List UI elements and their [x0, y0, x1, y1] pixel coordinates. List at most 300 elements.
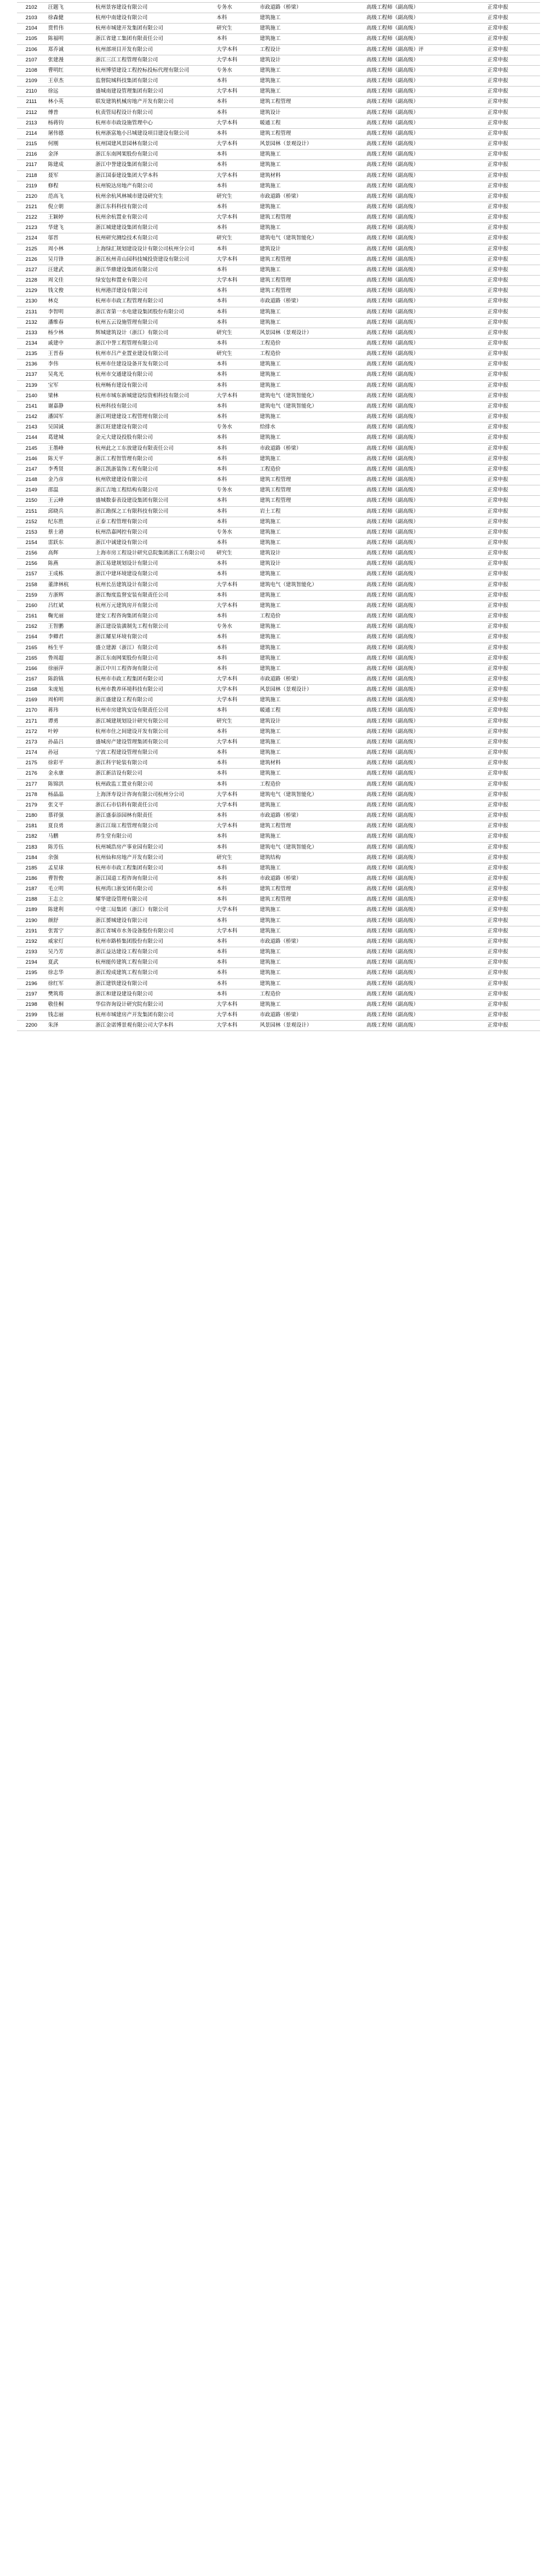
table-row	[17, 286, 540, 296]
cell-organization: 浙江中诚建设有限公司	[93, 537, 214, 548]
cell-organization: 杭州长岳建筑设计有限公司	[93, 580, 214, 590]
cell-qualification-grade: 正常申报	[485, 76, 540, 87]
cell-personnel-type: 本科	[214, 464, 257, 474]
cell-organization: 杭州城浩房产事业园有限公司	[93, 842, 214, 852]
table-row	[17, 716, 540, 726]
cell-qualification-title: 高级工程师（副高级）	[364, 223, 485, 233]
cell-person-name: 王晋春	[46, 349, 94, 359]
cell-organization: 浙江建铁建设有限公司	[93, 978, 214, 989]
cell-qualification-title: 高级工程师（副高级）	[364, 317, 485, 328]
cell-qualification-title: 高级工程师（副高级）	[364, 87, 485, 97]
table-row	[17, 821, 540, 832]
cell-person-name: 夏良勇	[46, 821, 94, 832]
cell-qualification-title: 高级工程师（副高级）	[364, 548, 485, 559]
cell-qualification-grade: 正常申报	[485, 936, 540, 947]
table-row	[17, 191, 540, 202]
cell-personnel-type: 大学本科	[214, 391, 257, 401]
cell-organization: 杭州市教养环境科技有限公司	[93, 685, 214, 695]
cell-sequence: 2125	[17, 244, 46, 254]
cell-person-name: 倪立朝	[46, 202, 94, 212]
cell-qualification-grade: 正常申报	[485, 852, 540, 863]
table-row	[17, 517, 540, 527]
cell-personnel-type: 大学本科	[214, 1021, 257, 1031]
table-row	[17, 999, 540, 1010]
cell-personnel-type: 大学本科	[214, 87, 257, 97]
cell-sequence: 2171	[17, 716, 46, 726]
table-row	[17, 496, 540, 506]
table-row	[17, 65, 540, 76]
cell-qualification-grade: 正常申报	[485, 181, 540, 191]
cell-sequence: 2175	[17, 758, 46, 769]
cell-organization: 杭州市市政工程管理有限公司	[93, 296, 214, 307]
cell-personnel-type: 本科	[214, 978, 257, 989]
cell-sequence: 2166	[17, 663, 46, 674]
cell-qualification-title: 高级工程师（副高级）	[364, 328, 485, 338]
cell-qualification-title: 高级工程师（副高级）	[364, 1021, 485, 1031]
cell-qualification-title: 高级工程师（副高级）	[364, 643, 485, 653]
cell-qualification-grade: 正常申报	[485, 170, 540, 181]
cell-sequence: 2149	[17, 485, 46, 496]
table-row	[17, 905, 540, 915]
cell-declared-major: 工程造价	[257, 611, 364, 622]
table-row	[17, 968, 540, 978]
cell-sequence: 2157	[17, 569, 46, 580]
cell-declared-major: 建筑电气（建筑智能化）	[257, 401, 364, 411]
cell-qualification-title: 高级工程师（副高级）	[364, 422, 485, 433]
cell-organization: 浙江新洁设有限公司	[93, 769, 214, 779]
cell-sequence: 2194	[17, 958, 46, 968]
cell-organization: 金元大建设投股有限公司	[93, 433, 214, 443]
table-row	[17, 600, 540, 611]
cell-organization: 浙江煌成建筑工程有限公司	[93, 968, 214, 978]
cell-declared-major: 建筑材料	[257, 758, 364, 769]
cell-organization: 浙江东南网架股份有限公司	[93, 653, 214, 663]
cell-personnel-type: 本科	[214, 590, 257, 600]
cell-declared-major: 建筑施工	[257, 653, 364, 663]
cell-organization: 浙江盛泰添园林有限责任	[93, 811, 214, 821]
cell-personnel-type: 本科	[214, 643, 257, 653]
cell-qualification-grade: 正常申报	[485, 758, 540, 769]
table-row	[17, 1021, 540, 1031]
cell-declared-major: 风景园林（景观设计）	[257, 1021, 364, 1031]
table-row	[17, 527, 540, 537]
cell-organization: 杭州万元建筑房开有限公司	[93, 600, 214, 611]
cell-personnel-type: 大学本科	[214, 789, 257, 800]
cell-declared-major: 建筑施工	[257, 150, 364, 160]
cell-organization: 杭州市市政工程集团有限公司	[93, 863, 214, 873]
cell-personnel-type: 大学本科	[214, 55, 257, 65]
cell-sequence: 2173	[17, 737, 46, 747]
table-row	[17, 978, 540, 989]
table-row	[17, 3, 540, 13]
cell-qualification-grade: 正常申报	[485, 65, 540, 76]
cell-person-name: 李卿君	[46, 632, 94, 643]
cell-organization: 正泰工程管理有限公司	[93, 517, 214, 527]
cell-person-name: 陈韵镇	[46, 674, 94, 685]
cell-declared-major: 建筑工程管理	[257, 821, 364, 832]
cell-person-name: 邬晋	[46, 233, 94, 244]
cell-declared-major: 建筑施工	[257, 517, 364, 527]
cell-person-name: 雷跃东	[46, 537, 94, 548]
cell-organization: 浙江勘探之工有限科技有限公司	[93, 506, 214, 517]
cell-declared-major: 建筑施工	[257, 663, 364, 674]
cell-qualification-grade: 正常申报	[485, 307, 540, 317]
table-row	[17, 422, 540, 433]
cell-declared-major: 市政道路（桥梁）	[257, 3, 364, 13]
table-row	[17, 181, 540, 191]
roster-table	[17, 2, 540, 1031]
cell-person-name: 梁林	[46, 391, 94, 401]
cell-sequence: 2102	[17, 3, 46, 13]
cell-person-name: 曹明红	[46, 65, 94, 76]
table-row	[17, 873, 540, 884]
cell-personnel-type: 研究生	[214, 328, 257, 338]
cell-qualification-title: 高级工程师（副高级）	[364, 580, 485, 590]
cell-sequence: 2180	[17, 811, 46, 821]
cell-sequence: 2105	[17, 34, 46, 44]
cell-declared-major: 建筑施工	[257, 181, 364, 191]
cell-declared-major: 建筑设计	[257, 548, 364, 559]
cell-person-name: 徐彩平	[46, 758, 94, 769]
table-row	[17, 464, 540, 474]
cell-organization: 杭州市住建设设备开发有限公司	[93, 359, 214, 370]
cell-sequence: 2165	[17, 653, 46, 663]
cell-organization: 杭州科技有限公司	[93, 401, 214, 411]
table-row	[17, 254, 540, 265]
cell-sequence: 2188	[17, 895, 46, 905]
cell-person-name: 吴国诚	[46, 422, 94, 433]
table-row	[17, 380, 540, 391]
cell-sequence: 2114	[17, 128, 46, 139]
cell-declared-major: 建筑施工	[257, 160, 364, 170]
cell-declared-major: 建筑施工	[257, 863, 364, 873]
cell-declared-major: 建筑施工	[257, 24, 364, 34]
cell-person-name: 陈芳伍	[46, 842, 94, 852]
cell-declared-major: 市政道路（桥梁）	[257, 873, 364, 884]
cell-qualification-grade: 正常申报	[485, 537, 540, 548]
cell-organization: 杭州市市政设施管理中心	[93, 118, 214, 128]
cell-qualification-title: 高级工程师（副高级）	[364, 748, 485, 758]
cell-declared-major: 建筑施工	[257, 527, 364, 537]
table-row	[17, 44, 540, 55]
cell-qualification-title: 高级工程师（副高级）	[364, 150, 485, 160]
cell-qualification-grade: 正常申报	[485, 276, 540, 286]
cell-sequence: 2196	[17, 978, 46, 989]
table-row	[17, 412, 540, 422]
cell-personnel-type: 本科	[214, 706, 257, 716]
cell-declared-major: 建筑材料	[257, 170, 364, 181]
cell-person-name: 周柏明	[46, 695, 94, 706]
cell-qualification-title: 高级工程师（副高级）	[364, 517, 485, 527]
cell-organization: 盛城房产建设管理集团有限公司	[93, 737, 214, 747]
cell-person-name: 金乃彦	[46, 475, 94, 485]
table-row	[17, 370, 540, 380]
cell-organization: 浙江省城市水务设备股份有限公司	[93, 926, 214, 936]
cell-qualification-grade: 正常申报	[485, 706, 540, 716]
cell-person-name: 周文佳	[46, 276, 94, 286]
cell-qualification-title: 高级工程师（副高级）	[364, 926, 485, 936]
cell-qualification-grade: 正常申报	[485, 863, 540, 873]
cell-person-name: 王云峰	[46, 496, 94, 506]
cell-sequence: 2106	[17, 44, 46, 55]
cell-organization: 杭州能传建筑工程有限公司	[93, 958, 214, 968]
cell-sequence: 2130	[17, 296, 46, 307]
table-row	[17, 443, 540, 454]
cell-sequence: 2191	[17, 926, 46, 936]
cell-sequence: 2116	[17, 150, 46, 160]
cell-person-name: 王颖婷	[46, 213, 94, 223]
cell-declared-major: 建筑施工	[257, 380, 364, 391]
cell-declared-major: 建筑施工	[257, 643, 364, 653]
table-row	[17, 244, 540, 254]
cell-personnel-type: 大学本科	[214, 905, 257, 915]
table-row	[17, 223, 540, 233]
cell-qualification-title: 高级工程师（副高级）	[364, 65, 485, 76]
cell-person-name: 张文平	[46, 800, 94, 810]
cell-qualification-grade: 正常申报	[485, 873, 540, 884]
table-row	[17, 685, 540, 695]
cell-sequence: 2182	[17, 832, 46, 842]
cell-personnel-type: 本科	[214, 915, 257, 926]
table-row	[17, 559, 540, 569]
cell-person-name: 颜舒	[46, 915, 94, 926]
cell-qualification-title: 高级工程师（副高级）	[364, 832, 485, 842]
cell-personnel-type: 本科	[214, 454, 257, 464]
cell-declared-major: 建筑施工	[257, 307, 364, 317]
cell-declared-major: 工程造价	[257, 464, 364, 474]
cell-qualification-title: 高级工程师（副高级）	[364, 160, 485, 170]
cell-personnel-type: 本科	[214, 726, 257, 737]
cell-sequence: 2122	[17, 213, 46, 223]
table-row	[17, 307, 540, 317]
cell-qualification-grade: 正常申报	[485, 968, 540, 978]
cell-declared-major: 风景园林（景观设计）	[257, 685, 364, 695]
cell-organization: 杭州中南建设有限公司	[93, 13, 214, 24]
cell-qualification-grade: 正常申报	[485, 769, 540, 779]
table-row	[17, 958, 540, 968]
cell-sequence: 2127	[17, 265, 46, 275]
cell-qualification-title: 高级工程师（副高级）	[364, 999, 485, 1010]
cell-personnel-type: 大学本科	[214, 695, 257, 706]
cell-declared-major: 建筑施工	[257, 34, 364, 44]
cell-organization: 杭州仙和房地产开发有限公司	[93, 852, 214, 863]
cell-qualification-grade: 正常申报	[485, 97, 540, 107]
cell-declared-major: 建筑设计	[257, 716, 364, 726]
cell-qualification-title: 高级工程师（副高级）	[364, 213, 485, 223]
cell-person-name: 屠伟德	[46, 128, 94, 139]
cell-qualification-grade: 正常申报	[485, 632, 540, 643]
cell-personnel-type: 本科	[214, 76, 257, 87]
cell-organization: 浙江中誉工程管理有限公司	[93, 339, 214, 349]
cell-declared-major: 建筑施工	[257, 622, 364, 632]
cell-person-name: 杨少林	[46, 328, 94, 338]
cell-organization: 杭州市市政工程集团有限公司	[93, 674, 214, 685]
table-row	[17, 989, 540, 999]
cell-organization: 杭州博望建设工程控标投标代理有限公司	[93, 65, 214, 76]
cell-person-name: 李伟	[46, 359, 94, 370]
cell-qualification-title: 高级工程师（副高级）	[364, 24, 485, 34]
cell-person-name: 曹智俊	[46, 873, 94, 884]
table-row	[17, 863, 540, 873]
cell-organization: 杭州市城建房产开发集团有限公司	[93, 1010, 214, 1021]
cell-qualification-grade: 正常申报	[485, 475, 540, 485]
cell-organization: 浙江耀星环境有限公司	[93, 632, 214, 643]
cell-qualification-title: 高级工程师（副高级）	[364, 779, 485, 789]
cell-organization: 浙江吉地工程结构有限公司	[93, 485, 214, 496]
cell-sequence: 2139	[17, 380, 46, 391]
table-row	[17, 1010, 540, 1021]
cell-personnel-type: 本科	[214, 559, 257, 569]
cell-qualification-grade: 正常申报	[485, 580, 540, 590]
table-row	[17, 475, 540, 485]
cell-personnel-type: 大学本科	[214, 685, 257, 695]
cell-organization: 浙江江瑞工程管理有限公司	[93, 821, 214, 832]
cell-sequence: 2185	[17, 863, 46, 873]
cell-sequence: 2103	[17, 13, 46, 24]
cell-organization: 杭州政监工置业有限公司	[93, 779, 214, 789]
cell-declared-major: 建筑工程管理	[257, 496, 364, 506]
cell-person-name: 孙冠	[46, 748, 94, 758]
cell-declared-major: 市政道路（桥梁）	[257, 936, 364, 947]
cell-personnel-type: 大学本科	[214, 926, 257, 936]
cell-declared-major: 工程造价	[257, 339, 364, 349]
cell-sequence: 2110	[17, 87, 46, 97]
cell-sequence: 2112	[17, 107, 46, 118]
table-row	[17, 884, 540, 895]
cell-organization: 上海绿汇规划建设设计有限公司杭州分公司	[93, 244, 214, 254]
table-row	[17, 580, 540, 590]
table-row	[17, 139, 540, 150]
cell-sequence: 2199	[17, 1010, 46, 1021]
cell-qualification-title: 高级工程师（副高级）	[364, 128, 485, 139]
cell-qualification-grade: 正常申报	[485, 55, 540, 65]
cell-organization: 浙江城建规划设计研究有限公司	[93, 716, 214, 726]
cell-sequence: 2156	[17, 559, 46, 569]
cell-declared-major: 建筑施工	[257, 590, 364, 600]
cell-sequence: 2189	[17, 905, 46, 915]
cell-declared-major: 建筑施工	[257, 947, 364, 958]
cell-qualification-title: 高级工程师（副高级）	[364, 485, 485, 496]
cell-organization: 浙江中誉建设集团有限公司	[93, 160, 214, 170]
cell-person-name: 蔡士港	[46, 527, 94, 537]
cell-personnel-type: 专务水	[214, 527, 257, 537]
cell-personnel-type: 大学本科	[214, 254, 257, 265]
cell-declared-major: 建筑施工	[257, 832, 364, 842]
cell-declared-major: 建筑施工	[257, 632, 364, 643]
cell-personnel-type: 本科	[214, 758, 257, 769]
cell-qualification-grade: 正常申报	[485, 160, 540, 170]
cell-organization: 杭州市房建筑安设有限责任公司	[93, 706, 214, 716]
cell-qualification-grade: 正常申报	[485, 44, 540, 55]
table-row	[17, 632, 540, 643]
cell-sequence: 2143	[17, 422, 46, 433]
cell-person-name: 谭勇	[46, 716, 94, 726]
cell-qualification-title: 高级工程师（副高级）	[364, 380, 485, 391]
cell-qualification-grade: 正常申报	[485, 401, 540, 411]
cell-person-name: 孟星球	[46, 863, 94, 873]
cell-declared-major: 建筑施工	[257, 978, 364, 989]
table-row	[17, 485, 540, 496]
cell-qualification-title: 高级工程师（副高级）	[364, 789, 485, 800]
cell-qualification-title: 高级工程师（副高级）	[364, 968, 485, 978]
cell-qualification-title: 高级工程师（副高级）	[364, 276, 485, 286]
cell-declared-major: 暖通工程	[257, 706, 364, 716]
cell-organization: 养生堂有限公司	[93, 832, 214, 842]
cell-declared-major: 建筑工程管理	[257, 213, 364, 223]
cell-organization: 浙江三江工程管理有限公司	[93, 55, 214, 65]
cell-qualification-title: 高级工程师（副高级）	[364, 76, 485, 87]
cell-sequence: 2170	[17, 706, 46, 716]
cell-personnel-type: 本科	[214, 842, 257, 852]
cell-personnel-type: 本科	[214, 863, 257, 873]
cell-declared-major: 建筑施工	[257, 769, 364, 779]
cell-personnel-type: 本科	[214, 265, 257, 275]
cell-personnel-type: 专务水	[214, 3, 257, 13]
cell-person-name: 王章杰	[46, 76, 94, 87]
cell-personnel-type: 大学本科	[214, 737, 257, 747]
cell-declared-major: 建筑电气（建筑智能化）	[257, 233, 364, 244]
cell-qualification-grade: 正常申报	[485, 811, 540, 821]
cell-sequence: 2152	[17, 517, 46, 527]
table-row	[17, 779, 540, 789]
cell-qualification-grade: 正常申报	[485, 653, 540, 663]
cell-qualification-grade: 正常申报	[485, 517, 540, 527]
cell-sequence: 2151	[17, 506, 46, 517]
cell-person-name: 陈天平	[46, 454, 94, 464]
cell-sequence: 2121	[17, 202, 46, 212]
cell-person-name: 威家灯	[46, 936, 94, 947]
cell-declared-major: 建筑结构	[257, 852, 364, 863]
cell-sequence: 2167	[17, 674, 46, 685]
cell-person-name: 方浙辉	[46, 590, 94, 600]
cell-qualification-title: 高级工程师（副高级）	[364, 958, 485, 968]
cell-sequence: 2140	[17, 391, 46, 401]
cell-qualification-title: 高级工程师（副高级）	[364, 454, 485, 464]
cell-declared-major: 风景园林（景观设计）	[257, 328, 364, 338]
cell-declared-major: 建筑电气（建筑智能化）	[257, 580, 364, 590]
cell-declared-major: 建筑工程管理	[257, 475, 364, 485]
cell-organization: 浙江城建建设集团有限公司	[93, 223, 214, 233]
cell-person-name: 徐远	[46, 87, 94, 97]
cell-sequence: 2132	[17, 317, 46, 328]
cell-qualification-title: 高级工程师（副高级）	[364, 296, 485, 307]
table-row	[17, 663, 540, 674]
cell-organization: 浙江凯浙装饰工程有限公司	[93, 464, 214, 474]
cell-sequence: 2134	[17, 339, 46, 349]
table-row	[17, 852, 540, 863]
cell-personnel-type: 研究生	[214, 191, 257, 202]
cell-organization: 浙江易建规划设计有限公司	[93, 559, 214, 569]
cell-organization: 杭州畅有建设有限公司	[93, 380, 214, 391]
cell-person-name: 鞠光丽	[46, 611, 94, 622]
table-row	[17, 128, 540, 139]
cell-organization: 杭州港洋建设有限公司	[93, 286, 214, 296]
cell-qualification-grade: 正常申报	[485, 548, 540, 559]
cell-personnel-type: 本科	[214, 748, 257, 758]
cell-personnel-type: 专务水	[214, 485, 257, 496]
cell-personnel-type: 本科	[214, 339, 257, 349]
cell-qualification-grade: 正常申报	[485, 527, 540, 537]
cell-qualification-grade: 正常申报	[485, 359, 540, 370]
cell-qualification-grade: 正常申报	[485, 748, 540, 758]
table-row	[17, 758, 540, 769]
cell-sequence: 2136	[17, 359, 46, 370]
cell-person-name: 谢嘉静	[46, 401, 94, 411]
cell-qualification-title: 高级工程师（副高级）	[364, 170, 485, 181]
cell-personnel-type: 本科	[214, 128, 257, 139]
cell-personnel-type: 本科	[214, 97, 257, 107]
cell-person-name: 钱志丽	[46, 1010, 94, 1021]
